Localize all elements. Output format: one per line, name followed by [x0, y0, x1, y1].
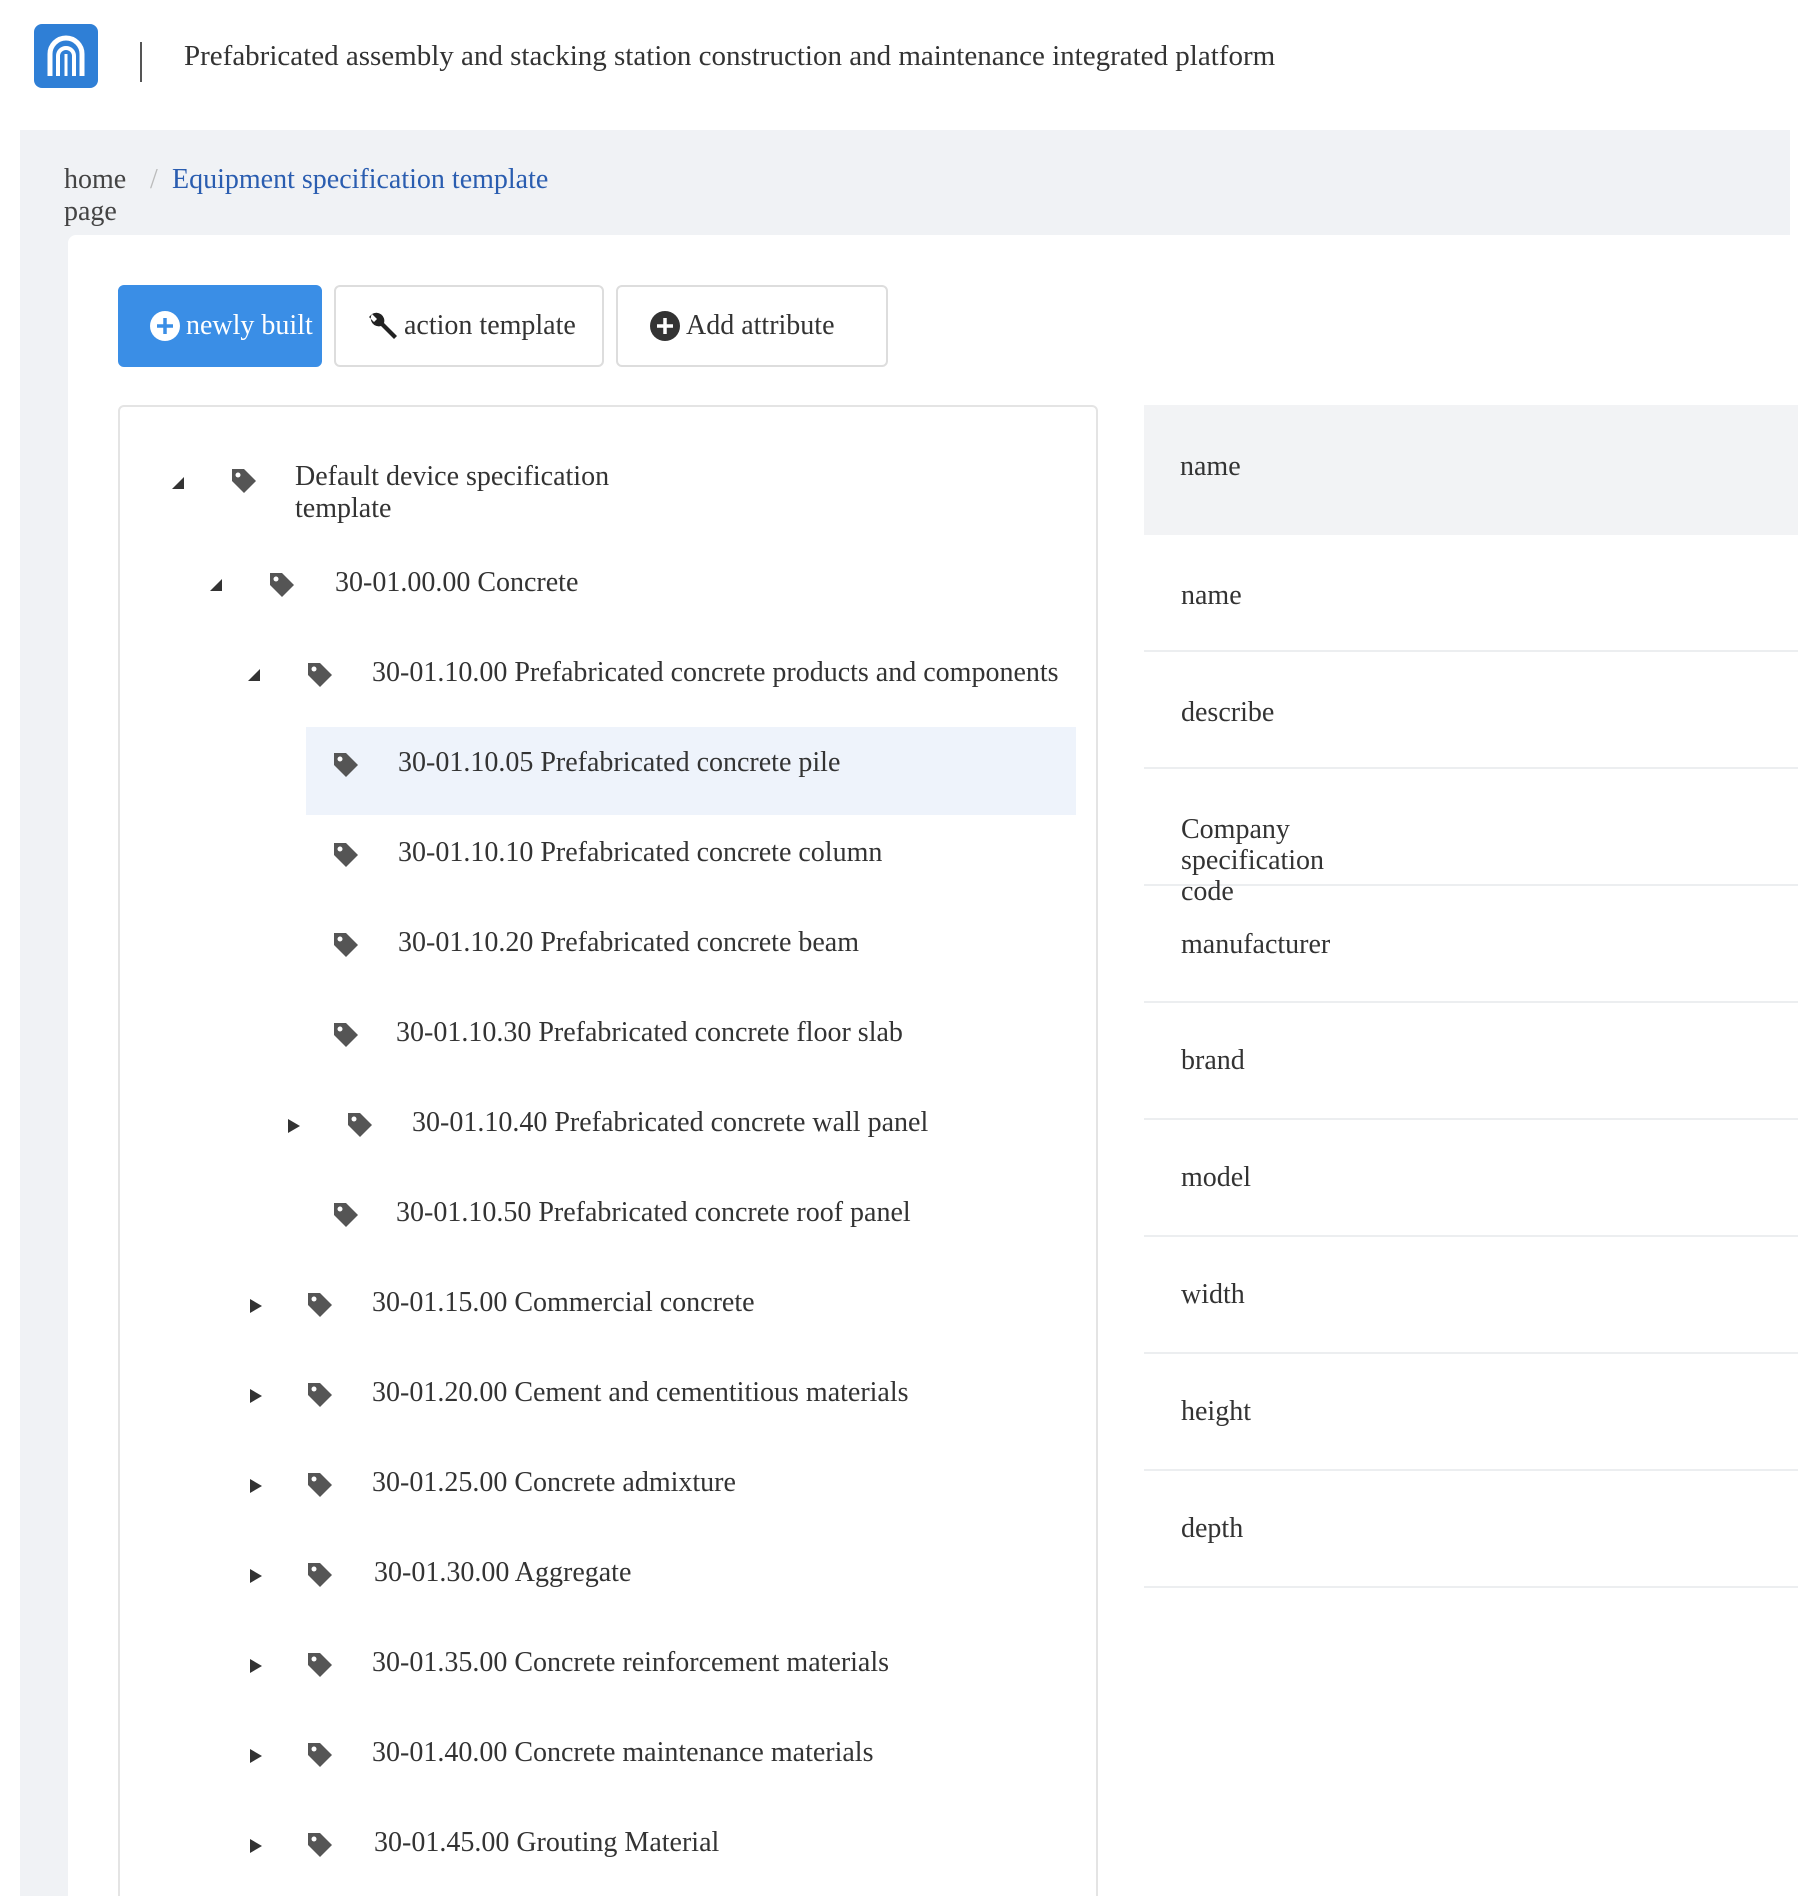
tag-icon — [230, 467, 258, 495]
tree-node[interactable] — [120, 1267, 1076, 1355]
caret-right-icon[interactable] — [248, 1297, 264, 1315]
tree-node-label: 30-01.10.05 Prefabricated concrete pile — [398, 747, 841, 778]
attribute-name: name — [1181, 580, 1242, 611]
tree-node-label: 30-01.10.30 Prefabricated concrete floor slab — [396, 1017, 903, 1048]
tree-node-label: 30-01.10.20 Prefabricated concrete beam — [398, 927, 860, 958]
content-area — [20, 130, 1790, 1896]
tree-node[interactable] — [306, 907, 1076, 995]
attribute-name: Company specification code — [1181, 814, 1325, 907]
caret-right-icon[interactable] — [286, 1117, 302, 1135]
attribute-row[interactable] — [1144, 652, 1798, 769]
caret-right-icon[interactable] — [248, 1837, 264, 1855]
arch-logo-icon[interactable] — [34, 24, 98, 88]
breadcrumb-current[interactable]: Equipment specification template — [172, 164, 549, 195]
attribute-name: model — [1181, 1162, 1251, 1193]
app-title: Prefabricated assembly and stacking station construction and maintenance integrated platform — [184, 40, 1276, 72]
tag-icon — [306, 1561, 334, 1589]
attribute-name: depth — [1181, 1513, 1244, 1544]
tag-icon — [332, 1201, 360, 1229]
caret-right-icon[interactable] — [248, 1387, 264, 1405]
attribute-header-label: name — [1180, 451, 1241, 482]
action-template-button[interactable] — [334, 285, 604, 367]
tag-icon — [332, 931, 360, 959]
tree-node-label: 30-01.10.10 Prefabricated concrete column — [398, 837, 883, 868]
attribute-row[interactable] — [1144, 769, 1798, 907]
tree-node[interactable] — [120, 1537, 1076, 1625]
tag-icon — [306, 1291, 334, 1319]
attribute-table-header — [1144, 405, 1798, 535]
tree-node[interactable] — [120, 1807, 1076, 1895]
attribute-row[interactable] — [1144, 1003, 1798, 1120]
tree-node[interactable] — [120, 1447, 1076, 1535]
tag-icon — [306, 1741, 334, 1769]
tag-icon — [268, 571, 296, 599]
tree-node-label: 30-01.10.40 Prefabricated concrete wall panel — [412, 1107, 929, 1138]
action-template-label: action template — [404, 310, 576, 341]
tree-node-label: 30-01.25.00 Concrete admixture — [372, 1467, 736, 1498]
tree-node[interactable] — [306, 817, 1076, 905]
tag-icon — [306, 1831, 334, 1859]
attribute-name: height — [1181, 1396, 1251, 1427]
tree-node-label: 30-01.40.00 Concrete maintenance materials — [372, 1737, 874, 1768]
attribute-row[interactable] — [1144, 1354, 1798, 1471]
header-divider — [140, 42, 142, 82]
wrench-icon — [364, 308, 400, 344]
tree-node-label: 30-01.15.00 Commercial concrete — [372, 1287, 755, 1318]
tag-icon — [332, 841, 360, 869]
caret-right-icon[interactable] — [248, 1567, 264, 1585]
tree-node-label: 30-01.35.00 Concrete reinforcement materials — [372, 1647, 890, 1678]
tag-icon — [306, 661, 334, 689]
tag-icon — [306, 1381, 334, 1409]
tree-node[interactable] — [120, 1357, 1076, 1445]
tree-node-label: 30-01.45.00 Grouting Material — [374, 1827, 720, 1858]
tag-icon — [306, 1471, 334, 1499]
attribute-row[interactable] — [1144, 1471, 1798, 1588]
tree-node-label: 30-01.10.50 Prefabricated concrete roof panel — [396, 1197, 911, 1228]
main-card — [68, 235, 1798, 1896]
caret-right-icon[interactable] — [248, 1657, 264, 1675]
breadcrumb-home-link[interactable]: home page — [64, 164, 127, 227]
caret-down-icon[interactable] — [208, 577, 224, 595]
new-button-label: newly built — [186, 310, 313, 341]
tag-icon — [332, 1021, 360, 1049]
add-attribute-label: Add attribute — [686, 310, 835, 341]
caret-down-icon[interactable] — [246, 667, 262, 685]
tree-node[interactable] — [120, 1087, 1076, 1175]
top-header — [0, 0, 1811, 118]
tree-node[interactable] — [306, 1177, 1076, 1265]
attribute-row[interactable] — [1144, 886, 1798, 1003]
tree-node[interactable] — [120, 1627, 1076, 1715]
caret-down-icon[interactable] — [170, 475, 186, 493]
tree-node-label: Default device specification template — [295, 461, 610, 524]
tree-node[interactable] — [120, 447, 1020, 547]
tree-node-selected[interactable] — [306, 727, 1076, 815]
tree-node-label: 30-01.30.00 Aggregate — [374, 1557, 632, 1588]
attribute-name: describe — [1181, 697, 1275, 728]
tree-node-label: 30-01.20.00 Cement and cementitious materials — [372, 1377, 909, 1408]
attribute-row[interactable] — [1144, 1237, 1798, 1354]
new-button[interactable] — [118, 285, 322, 367]
plus-circle-icon — [148, 309, 182, 343]
breadcrumb-separator: / — [150, 164, 158, 195]
tag-icon — [306, 1651, 334, 1679]
attribute-name: manufacturer — [1181, 929, 1331, 960]
tag-icon — [332, 751, 360, 779]
attribute-row[interactable] — [1144, 535, 1798, 652]
tree-node[interactable] — [120, 637, 1095, 725]
attribute-row[interactable] — [1144, 1120, 1798, 1237]
attribute-name: brand — [1181, 1045, 1245, 1076]
tree-node[interactable] — [120, 547, 1020, 635]
attribute-name: width — [1181, 1279, 1245, 1310]
add-attribute-button[interactable] — [616, 285, 888, 367]
tag-icon — [346, 1111, 374, 1139]
tree-node[interactable] — [306, 997, 1076, 1085]
plus-circle-icon — [648, 309, 682, 343]
tree-node[interactable] — [120, 1717, 1076, 1805]
caret-right-icon[interactable] — [248, 1477, 264, 1495]
specification-tree — [118, 405, 1098, 1896]
caret-right-icon[interactable] — [248, 1747, 264, 1765]
tree-node-label: 30-01.00.00 Concrete — [335, 567, 579, 598]
tree-node-label: 30-01.10.00 Prefabricated concrete products and components — [372, 657, 1059, 688]
